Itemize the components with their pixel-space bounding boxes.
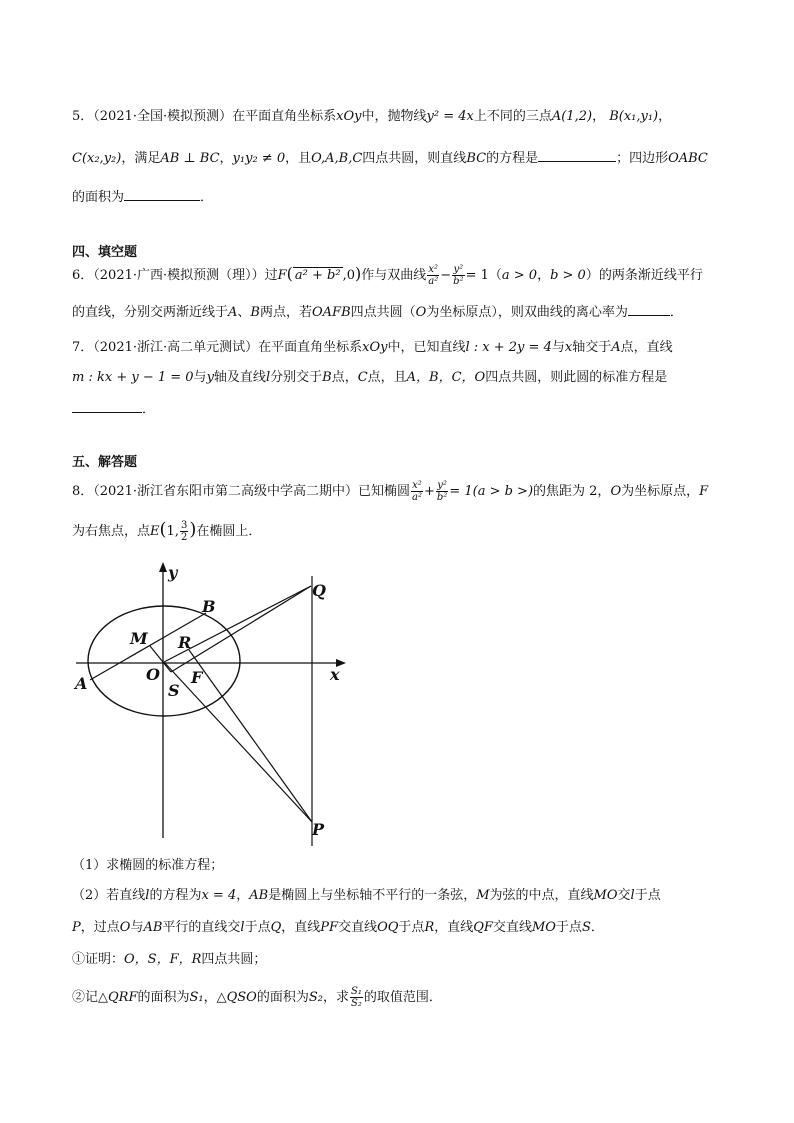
label-x: x [330, 665, 340, 684]
label-F: F [191, 668, 203, 687]
section-heading-fill-blank: 四、填空题 [72, 245, 138, 260]
line-op [164, 662, 312, 822]
q5-answer-blank-2[interactable] [124, 188, 200, 201]
q6-answer-blank[interactable] [628, 303, 670, 316]
line-qf [171, 586, 311, 672]
ellipse-figure [68, 558, 358, 848]
label-M: M [130, 629, 148, 648]
q8-frac-y: $\frac{\text{y²}}{\text{b²}}$ [436, 480, 448, 503]
section-heading-solution: 五、解答题 [72, 455, 138, 470]
q5-line2: C(x₂,y₂)，满足AB ⊥ BC，y₁y₂ ≠ 0，且O,A,B,C四点共圆，则直线BC的方程是 ；四边形OABC [72, 151, 708, 166]
q7-answer-blank[interactable] [72, 400, 142, 413]
q8-part2-claim2: ②记△QRF的面积为S₁，△QSO的面积为S₂，求 $\frac{\text{S₁}}{\text{S₂}}$ 的取值范围． [72, 986, 442, 1009]
q8-part2-line2: P，过点O与AB平行的直线交l于点Q，直线PF交直线OQ于点R，直线QF交直线MO于点S． [72, 920, 604, 935]
q8-frac-three-halves: $\frac{3}{2}$ [180, 520, 188, 543]
label-S: S [168, 681, 180, 700]
q5-line1: 5．（2021·全国·模拟预测）在平面直角坐标系xOy中，抛物线y² = 4x上不同的三点A(1,2)， B(x₁,y₁)， [72, 109, 672, 124]
label-A: A [75, 674, 88, 693]
ellipse-curve [88, 606, 240, 716]
label-y: y [168, 563, 178, 582]
y-axis-arrow-icon [159, 562, 167, 572]
label-B: B [202, 597, 216, 616]
q5-answer-blank-1[interactable] [538, 149, 616, 162]
q8-line1: 8．（2021·浙江省东阳市第二高级中学高二期中）已知椭圆 $\frac{\text{x²}}{\text{a²}}$ + $\frac{\text{y²}}{\text{b²}}$ = 1(a > b >)的焦距为 2，O为坐标原点，F [72, 480, 709, 503]
line-pf [189, 650, 312, 822]
q8-line2: 为右焦点，点E(1, $\frac{3}{2}$ )在椭圆上． [72, 519, 262, 543]
label-R: R [178, 633, 192, 652]
q7-line2: m : kx + y − 1 = 0与y轴及直线l分别交于B点，C点，且A，B，C，O四点共圆，则此圆的标准方程是 [72, 370, 668, 385]
q7-line1: 7．（2021·浙江·高二单元测试）在平面直角坐标系xOy中，已知直线l : x + 2y = 4与x轴交于A点，直线 [72, 340, 673, 355]
q6-frac-y: $\frac{\text{y²}}{\text{b²}}$ [453, 264, 464, 287]
label-O: O [146, 665, 160, 684]
q6-line1: 6．（2021·广西·模拟预测（理））过F( a² + b² ,0)作与双曲线 $\frac{\text{x²}}{\text{a²}}$ − $\frac{\text{y²}}{\text{b²}}$ = 1（a > 0，b > 0）的两条渐近线平行 [72, 264, 703, 287]
q8-part2-line1: （2）若直线l的方程为x = 4，AB是椭圆上与坐标轴不平行的一条弦，M为弦的中点，直线MO交l于点 [72, 888, 661, 903]
q5-line3: 的面积为 ． [72, 190, 214, 205]
q7-line3: ． [72, 400, 155, 420]
q8-frac-x: $\frac{\text{x²}}{\text{a²}}$ [412, 480, 422, 503]
label-Q: Q [312, 581, 326, 600]
q8-frac-s1-s2: $\frac{\text{S₁}}{\text{S₂}}$ [351, 986, 362, 1009]
label-P: P [312, 820, 325, 839]
q6-line2: 的直线，分别交两渐近线于A、B两点，若OAFB四点共圆（O为坐标原点），则双曲线的离心率为 ． [72, 305, 683, 320]
q8-part1: （1）求椭圆的标准方程； [72, 858, 224, 873]
q6-frac-x: $\frac{\text{x²}}{\text{a²}}$ [428, 264, 439, 287]
q8-part2-claim1: ①证明：O，S，F，R四点共圆； [72, 952, 267, 967]
